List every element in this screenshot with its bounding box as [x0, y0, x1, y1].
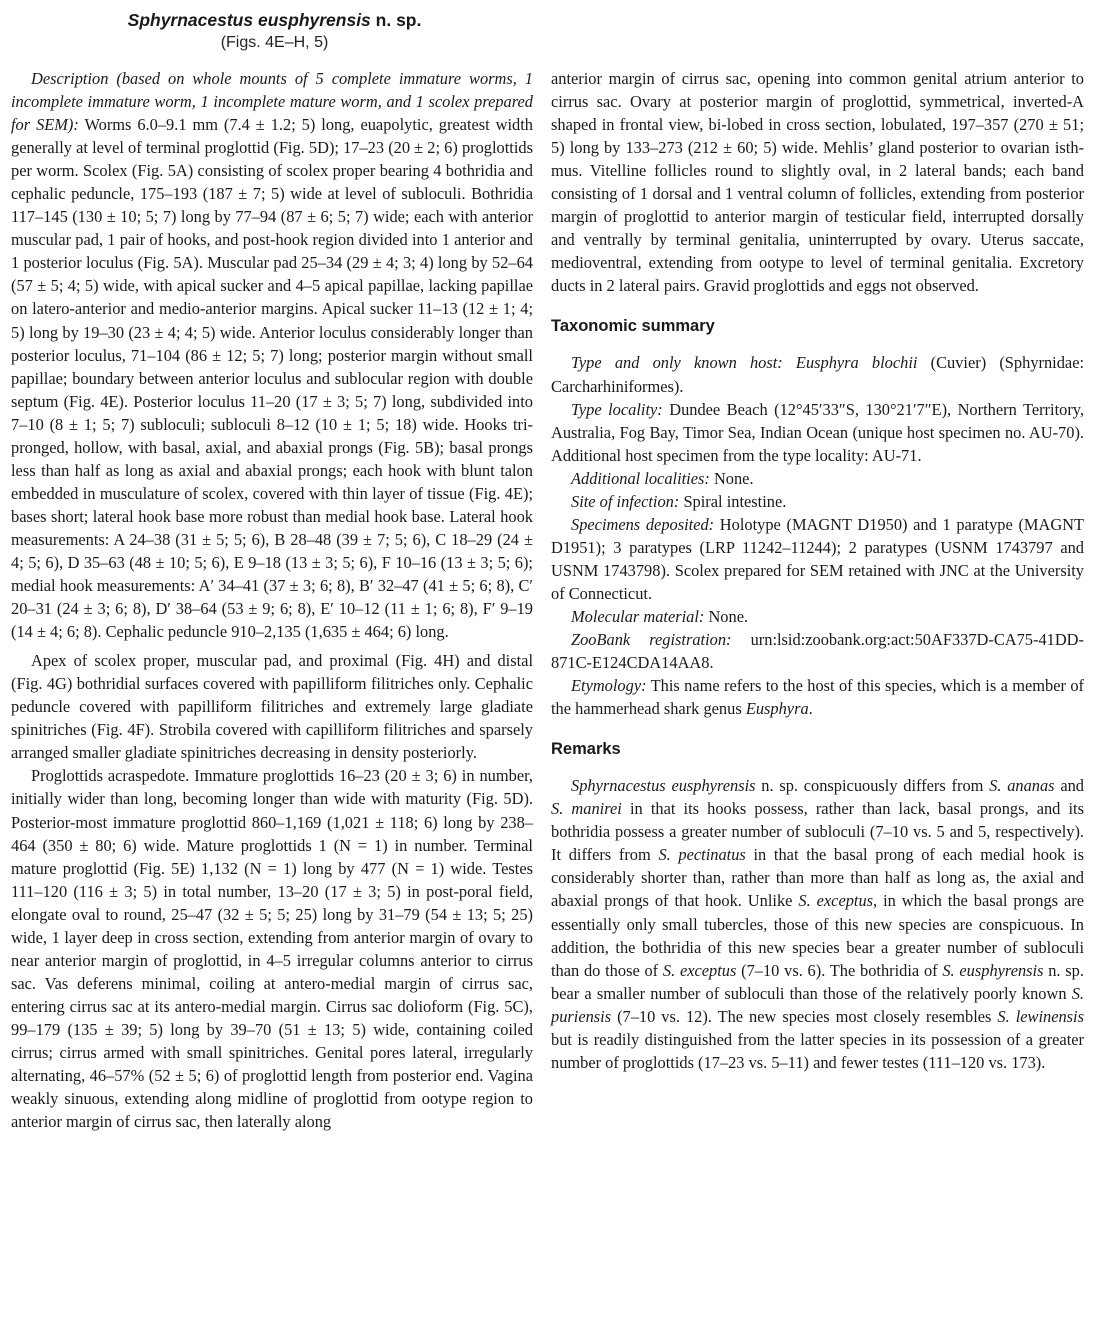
item-text: Spiral intestine.: [679, 491, 787, 511]
right-column: [551, 67, 1084, 1074]
item-label: Type locality:: [571, 399, 663, 419]
item-text: Dundee Beach (12°45′33″S, 130°21′7″E), Northern Territory, Australia, Fog Bay, Timor Sea, Indian Ocean (unique host specimen no. AU-70). Additional host specimen from the type locality: AU-71.: [551, 399, 1085, 465]
remarks-heading: Remarks: [551, 740, 621, 759]
remarks-text: n. sp. conspicuously differs from: [755, 776, 990, 796]
item-text: Holotype (MAGNT D1950) and 1 paratype (MAGNT D1951); 3 paratypes (LRP 11242–11244); 2 paratypes (USNM 1743797 and USNM 1743798). Scolex prepared for SEM retained with JNC at the University of Connecticut.: [551, 514, 1085, 603]
remarks-paragraph: [551, 774, 1084, 1074]
remarks-text: in that the basal prong of each medial hook is considerably shorter than, rather than more than half as long as, the axial and abaxial prongs of that hook. Unlike: [551, 845, 1084, 911]
continuation-paragraph: anterior margin of cirrus sac, opening into common genital atrium anterior to cirrus sac. Ovary at posterior margin of proglottid, symmetrical, inverted-A shaped in frontal view, bi-lobed in cross section, lobulated, 197–357 (270 ± 51; 5) long by 133–273 (212 ± 60; 5) wide. Mehlis’ gland posterior to ovarian isthmus. Vitelline follicles round to slightly oval, in 2 lateral bands; each band consisting of 1 dorsal and 1 ventral column of follicles, extending from posterior margin of proglottid to anterior margin of testicular field, interrupted dorsally and ventrally by terminal genitalia, uninterrupted by ovary. Uterus saccate, medioventral, extending from ootype to level of terminal genitalia. Excretory ducts in 2 lateral pairs. Gravid proglottids and eggs not observed.: [551, 69, 1084, 296]
item-label: ZooBank registration:: [571, 630, 732, 650]
molecular-material-item: [551, 605, 1084, 628]
figure-reference: (Figs. 4E–H, 5): [220, 34, 329, 51]
remarks-text: but is readily distinguished from the latter species in its possession of a greater number of proglottids (17–23 vs. 5–11) and fewer testes (111–120 vs. 173).: [551, 1029, 1084, 1072]
item-label: Type and only known host:: [571, 353, 783, 373]
left-column: [11, 67, 533, 1133]
host-item: [551, 351, 1084, 397]
description-paragraph: [11, 67, 533, 643]
item-label: Molecular material:: [571, 606, 705, 626]
species-name: S. puriensis: [551, 983, 1084, 1026]
species-title: [0, 8, 549, 32]
etymology-item: [551, 674, 1084, 720]
remarks-text: in that its hooks possess, rather than lack, basal prongs, and its bothridia possess a greater number of subloculi (7–10 vs. 5 and 5, respectively). It differs from: [551, 799, 1084, 865]
remarks-text: , in which the basal prongs are essentially only small tubercles, those of this new species are conspicuous. In addition, the bothridia of this new species bear a greater number of subloculi than do those of: [551, 891, 1084, 980]
item-label: Additional localities:: [571, 468, 710, 488]
taxonomic-summary: [551, 351, 1084, 720]
additional-localities-item: [551, 467, 1084, 490]
new-species-marker: n. sp.: [370, 10, 422, 30]
species-name: S. lewinensis: [997, 1006, 1084, 1026]
species-name: S. exceptus: [798, 891, 874, 911]
species-name: S. exceptus: [662, 960, 737, 980]
item-label: Specimens deposited:: [571, 514, 715, 534]
item-text: This name refers to the host of this species, which is a member of the hammerhead shark genus: [551, 676, 1084, 719]
item-text: None.: [704, 606, 749, 626]
species-name: S. manirei: [551, 799, 622, 819]
surface-features-paragraph: Apex of scolex proper, muscular pad, and proximal (Fig. 4H) and distal (Fig. 4G) bothridial surfaces covered with papilliform filitriches only. Cephalic peduncle covered with papilliform filitriches and extremely large gladiate spinitriches (Fig. 4F). Strobila covered with capilliform filitriches and sparsely arranged smaller gladiate spinitriches decreasing in density posteriorly.: [11, 651, 533, 763]
remarks-text: (7–10 vs. 12). The new species most closely resembles: [611, 1006, 998, 1026]
species-name: S. pectinatus: [658, 845, 746, 865]
species-name: Sphyrnacestus eusphyrensis: [127, 10, 371, 30]
item-label: Etymology:: [571, 676, 647, 696]
site-of-infection-item: [551, 490, 1084, 513]
remarks-text: n. sp. bear a smaller number of subloculi than those of the relatively poorly known: [551, 960, 1084, 1003]
zoobank-lsid: urn:lsid:zoobank.org:act:50AF337D-CA75-41DD-871C-E124CDA14AA8.: [551, 630, 1084, 673]
item-text: (Cuvier) (Sphyrnidae: Carcharhiniformes).: [551, 353, 1085, 396]
species-heading: [0, 8, 549, 54]
species-name: S. ananas: [989, 776, 1055, 796]
item-text: .: [808, 699, 813, 719]
item-text: None.: [709, 468, 754, 488]
zoobank-item: [551, 628, 1084, 674]
remarks-text: and: [1054, 776, 1084, 796]
host-name: Eusphyra blochii: [782, 353, 918, 373]
specimens-deposited-item: [551, 513, 1084, 605]
species-name: S. eusphyrensis: [942, 960, 1044, 980]
remarks-text: (7–10 vs. 6). The bothridia of: [736, 960, 943, 980]
description-text: Worms 6.0–9.1 mm (7.4 ± 1.2; 5) long, euapolytic, greatest width generally at level of terminal proglottid (Fig. 5D); 17–23 (20 ± 2; 6) proglottids per worm. Scolex (Fig. 5A) consisting of scolex proper bearing 4 bothridia and cephalic peduncle, 175–193 (187 ± 7; 5) wide at level of subloculi. Bothridia 117–145 (130 ± 10; 5; 7) long by 77–94 (87 ± 6; 5; 7) wide; each with anterior muscular pad, 1 pair of hooks, and post-hook region divided into 1 anterior and 1 posterior loculus (Fig. 5A). Muscular pad 25–34 (29 ± 4; 3; 4) long by 52–64 (57 ± 5; 4; 5) wide, with apical sucker and 4–5 apical papillae, lacking papillae on latero-anterior and medio-anterior margins. Apical sucker 11–13 (12 ± 1; 4; 5) long by 19–30 (23 ± 4; 4; 5) wide. Anterior loculus considerably longer than posterior loculus, 71–104 (86 ± 12; 5; 7) long; posterior margin without small papillae; boundary between anterior loculus and sublocular region with double septum (Fig. 4E). Posterior loculus 11–20 (17 ± 3; 5; 7) long, subdivided into 7–10 (8 ± 1; 5; 7) subloculi; subloculi 8–12 (10 ± 1; 5; 18) wide. Hooks tri-pronged, hollow, with basal, axial, and abaxial prongs (Fig. 5B); basal prongs less than half as long as axial and abaxial prongs; each hook with blunt talon embedded in musculature of scolex, covered with thin layer of tissue (Fig. 4E); bases short; lateral hook base more robust than medial hook base. Lateral hook measurements: A 24–38 (31 ± 5; 5; 6), B 28–48 (39 ± 7; 5; 6), C 18–29 (24 ± 4; 5; 6), D 35–63 (48 ± 10; 5; 6), E 9–18 (13 ± 3; 5; 6), F 10–16 (13 ± 3; 5; 6); medial hook measurements: A′ 34–41 (37 ± 3; 6; 8), B′ 32–47 (41 ± 5; 6; 8), C′ 20–31 (24 ± 3; 6; 8), D′ 38–64 (53 ± 9; 6; 8), E′ 10–12 (11 ± 1; 6; 8), F′ 9–19 (14 ± 4; 6; 8). Cephalic peduncle 910–2,135 (1,635 ± 464; 6) long.: [11, 115, 533, 642]
genus-name: Eusphyra: [745, 699, 809, 719]
taxonomic-summary-heading: Taxonomic summary: [551, 317, 715, 336]
item-label: Site of infection:: [571, 491, 680, 511]
type-locality-item: [551, 398, 1084, 467]
proglottids-paragraph: Proglottids acraspedote. Immature proglottids 16–23 (20 ± 3; 6) in number, initially wider than long, becoming longer than wide with maturity (Fig. 5D). Posterior-most immature proglottid 860–1,169 (1,021 ± 118; 6) long by 238–464 (350 ± 80; 6) wide. Mature proglottids 1 (N = 1) in number. Terminal mature proglottid (Fig. 5E) 1,132 (N = 1) long by 477 (N = 1) wide. Testes 111–120 (116 ± 3; 5) in total number, 13–20 (17 ± 3; 5) in post-poral field, elongate oval to round, 25–47 (32 ± 5; 5; 25) long by 31–79 (54 ± 13; 5; 25) wide, 1 layer deep in cross section, extending from anterior margin of ovary to near anterior margin of proglottid, in 4–5 irregular columns anterior to cirrus sac. Vas deferens minimal, coiling at antero-medial margin of cirrus sac, entering cirrus sac at its antero-medial margin. Cirrus sac dolioform (Fig. 5C), 99–179 (135 ± 39; 5) long by 39–70 (51 ± 13; 5) wide, containing coiled cirrus; cirrus armed with small spinitriches. Genital pores lateral, irregularly alternating, 46–57% (52 ± 5; 6) of proglottid length from posterior end. Vagina weakly sinuous, extending along midline of proglottid from ootype region to anterior margin of cirrus sac, then laterally along: [11, 766, 533, 1132]
description-label: Description (based on whole mounts of 5 complete immature worms, 1 incomplete immature worm, 1 incomplete mature worm, and 1 scolex prepared for SEM):: [11, 69, 533, 135]
species-name: Sphyrnacestus eusphyrensis: [571, 776, 756, 796]
